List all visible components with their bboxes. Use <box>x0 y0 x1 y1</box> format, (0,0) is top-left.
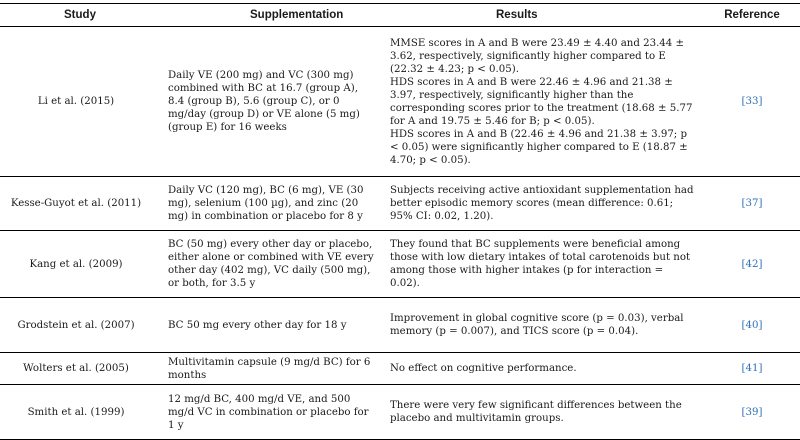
header-reference: Reference <box>704 4 800 27</box>
study-cell: Smith et al. (1999) <box>0 385 160 440</box>
study-cell: Wolters et al. (2005) <box>0 353 160 385</box>
supplementation-cell: Multivitamin capsule (9 mg/d BC) for 6 months <box>160 353 386 385</box>
header-study: Study <box>0 4 160 27</box>
table-row <box>0 177 800 231</box>
reference-cell <box>704 231 800 298</box>
result-text: No effect on cognitive performance. <box>390 363 577 374</box>
supplementation-cell: BC (50 mg) every other day or placebo, either alone or combined with VE every other day (402 mg), VC daily (500 mg), or both, for 3.5 y <box>160 231 386 298</box>
header-results: Results <box>386 4 704 27</box>
reference-link[interactable]: [39] <box>741 406 763 418</box>
results-cell <box>386 353 704 385</box>
result-text: They found that BC supplements were beneficial among those with low dietary intakes of total carotenoids but not among those with higher intakes (p for interaction = 0.02). <box>390 239 691 289</box>
supplementation-cell: 12 mg/d BC, 400 mg/d VE, and 500 mg/d VC in combination or placebo for 1 y <box>160 385 386 440</box>
reference-cell <box>704 27 800 177</box>
study-cell: Kang et al. (2009) <box>0 231 160 298</box>
supplementation-cell: Daily VC (120 mg), BC (6 mg), VE (30 mg), selenium (100 µg), and zinc (20 mg) in combination or placebo for 8 y <box>160 177 386 231</box>
supplementation-cell: Daily VE (200 mg) and VC (300 mg) combined with BC at 16.7 (group A), 8.4 (group B), 5.6 (group C), or 0 mg/day (group D) or VE alone (5 mg) (group E) for 16 weeks <box>160 27 386 177</box>
reference-link[interactable]: [42] <box>741 258 763 270</box>
study-cell: Grodstein et al. (2007) <box>0 298 160 353</box>
result-text: Subjects receiving active antioxidant supplementation had better episodic memory scores (mean difference: 0.61; 95% CI: 0.02, 1.20). <box>390 185 694 222</box>
results-cell <box>386 27 704 177</box>
supplementation-cell: BC 50 mg every other day for 18 y <box>160 298 386 353</box>
reference-cell <box>704 298 800 353</box>
table-row <box>0 231 800 298</box>
reference-cell <box>704 385 800 440</box>
reference-link[interactable]: [41] <box>741 363 763 374</box>
results-cell <box>386 298 704 353</box>
result-text: There were very few significant differences between the placebo and multivitamin groups. <box>390 400 682 424</box>
reference-cell <box>704 353 800 385</box>
table-row <box>0 298 800 353</box>
reference-cell <box>704 177 800 231</box>
reference-link[interactable]: [33] <box>741 96 763 107</box>
result-text: MMSE scores in A and B were 23.49 ± 4.40 and 23.44 ± 3.62, respectively, significantly higher compared to E (22.32 ± 4.23; p < 0.05). <box>390 37 685 75</box>
results-cell <box>386 385 704 440</box>
study-cell: Kesse-Guyot et al. (2011) <box>0 177 160 231</box>
results-cell <box>386 231 704 298</box>
table-header-row <box>0 4 800 27</box>
reference-link[interactable]: [37] <box>741 198 763 209</box>
results-cell <box>386 177 704 231</box>
result-text: Improvement in global cognitive score (p = 0.03), verbal memory (p = 0.007), and TICS score (p = 0.04). <box>390 313 684 337</box>
table-row <box>0 385 800 440</box>
study-cell: Li et al. (2015) <box>0 27 160 177</box>
result-text: HDS scores in A and B were 22.46 ± 4.96 and 21.38 ± 3.97, respectively, significantly higher than the corresponding scores prior to the treatment (18.68 ± 5.77 for A and 19.75 ± 5.46 for B; p < 0.05). <box>390 76 693 127</box>
result-text: HDS scores in A and B (22.46 ± 4.96 and 21.38 ± 3.97; p < 0.05) were significantly higher compared to E (18.87 ± 4.70; p < 0.05). <box>390 128 688 166</box>
supplementation-studies-table <box>0 3 800 440</box>
reference-link[interactable]: [40] <box>741 319 763 331</box>
table-row <box>0 27 800 177</box>
table-row <box>0 353 800 385</box>
header-supplementation: Supplementation <box>160 4 386 27</box>
